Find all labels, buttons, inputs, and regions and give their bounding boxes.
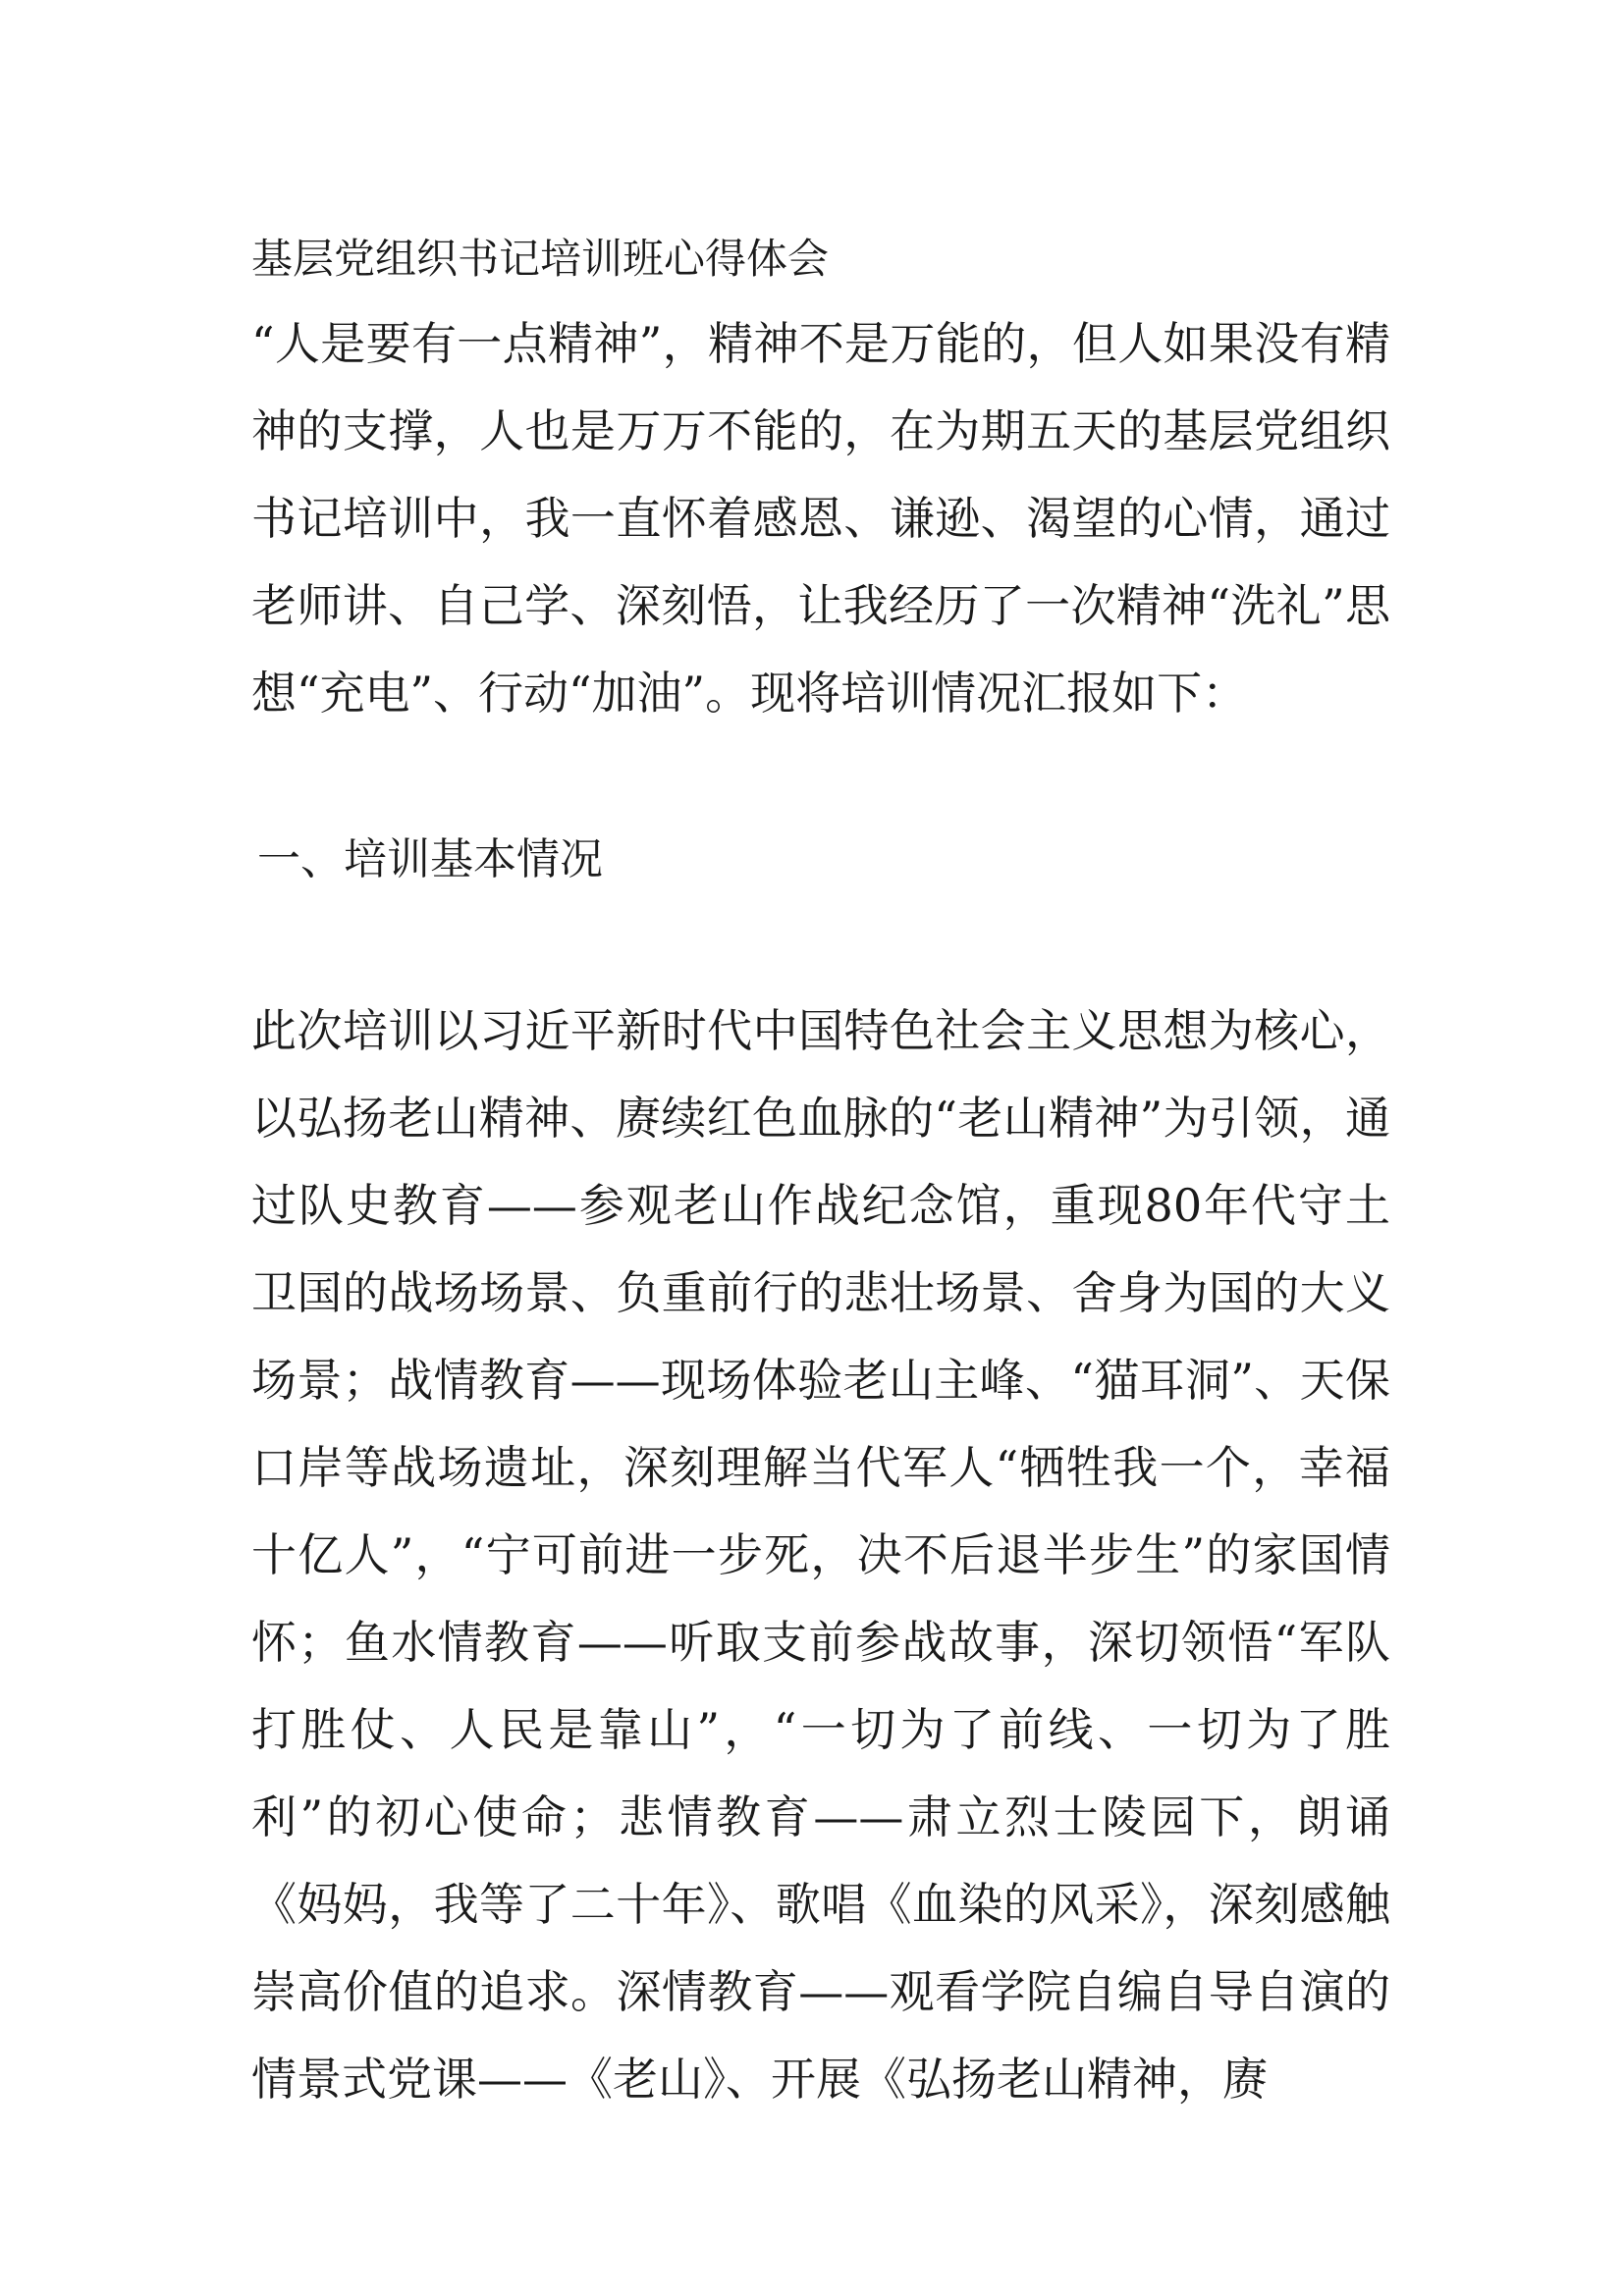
intro-paragraph: “人是要有一点精神”，精神不是万能的，但人如果没有精神的支撑，人也是万万不能的，在为期五天的基层党组织书记培训中，我一直怀着感恩、谦逊、渴望的心情，通过老师讲、自己学、深刻悟，让我经历了一次精神“洗礼”思想“充电”、行动“加油”。现将培训情况汇报如下： [251,317,1390,720]
section-body-paragraph: 此次培训以习近平新时代中国特色社会主义思想为核心，以弘扬老山精神、赓续红色血脉的“老山精神”为引领，通过队史教育——参观老山作战纪念馆，重现80年代守土卫国的战场场景、负重前行的悲壮场景、舍身为国的大义场景；战情教育——现场体验老山主峰、“猫耳洞”、天保口岸等战场遗址，深刻理解当代军人“牺牲我一个，幸福十亿人”，“宁可前进一步死，决不后退半步生”的家国情怀；鱼水情教育——听取支前参战故事，深切领悟“军队打胜仗、人民是靠山”，“一切为了前线、一切为了胜利”的初心使命；悲情教育——肃立烈士陵园下，朗诵《妈妈，我等了二十年》、歌唱《血染的风采》，深刻感触崇高价值的追求。深情教育——观看学院自编自导自演的情景式党课——《老山》、开展《弘扬老山精神，赓 [251,1004,1390,2106]
document-title: 基层党组织书记培训班心得体会 [251,235,830,283]
section-heading: 一、培训基本情况 [257,834,603,884]
